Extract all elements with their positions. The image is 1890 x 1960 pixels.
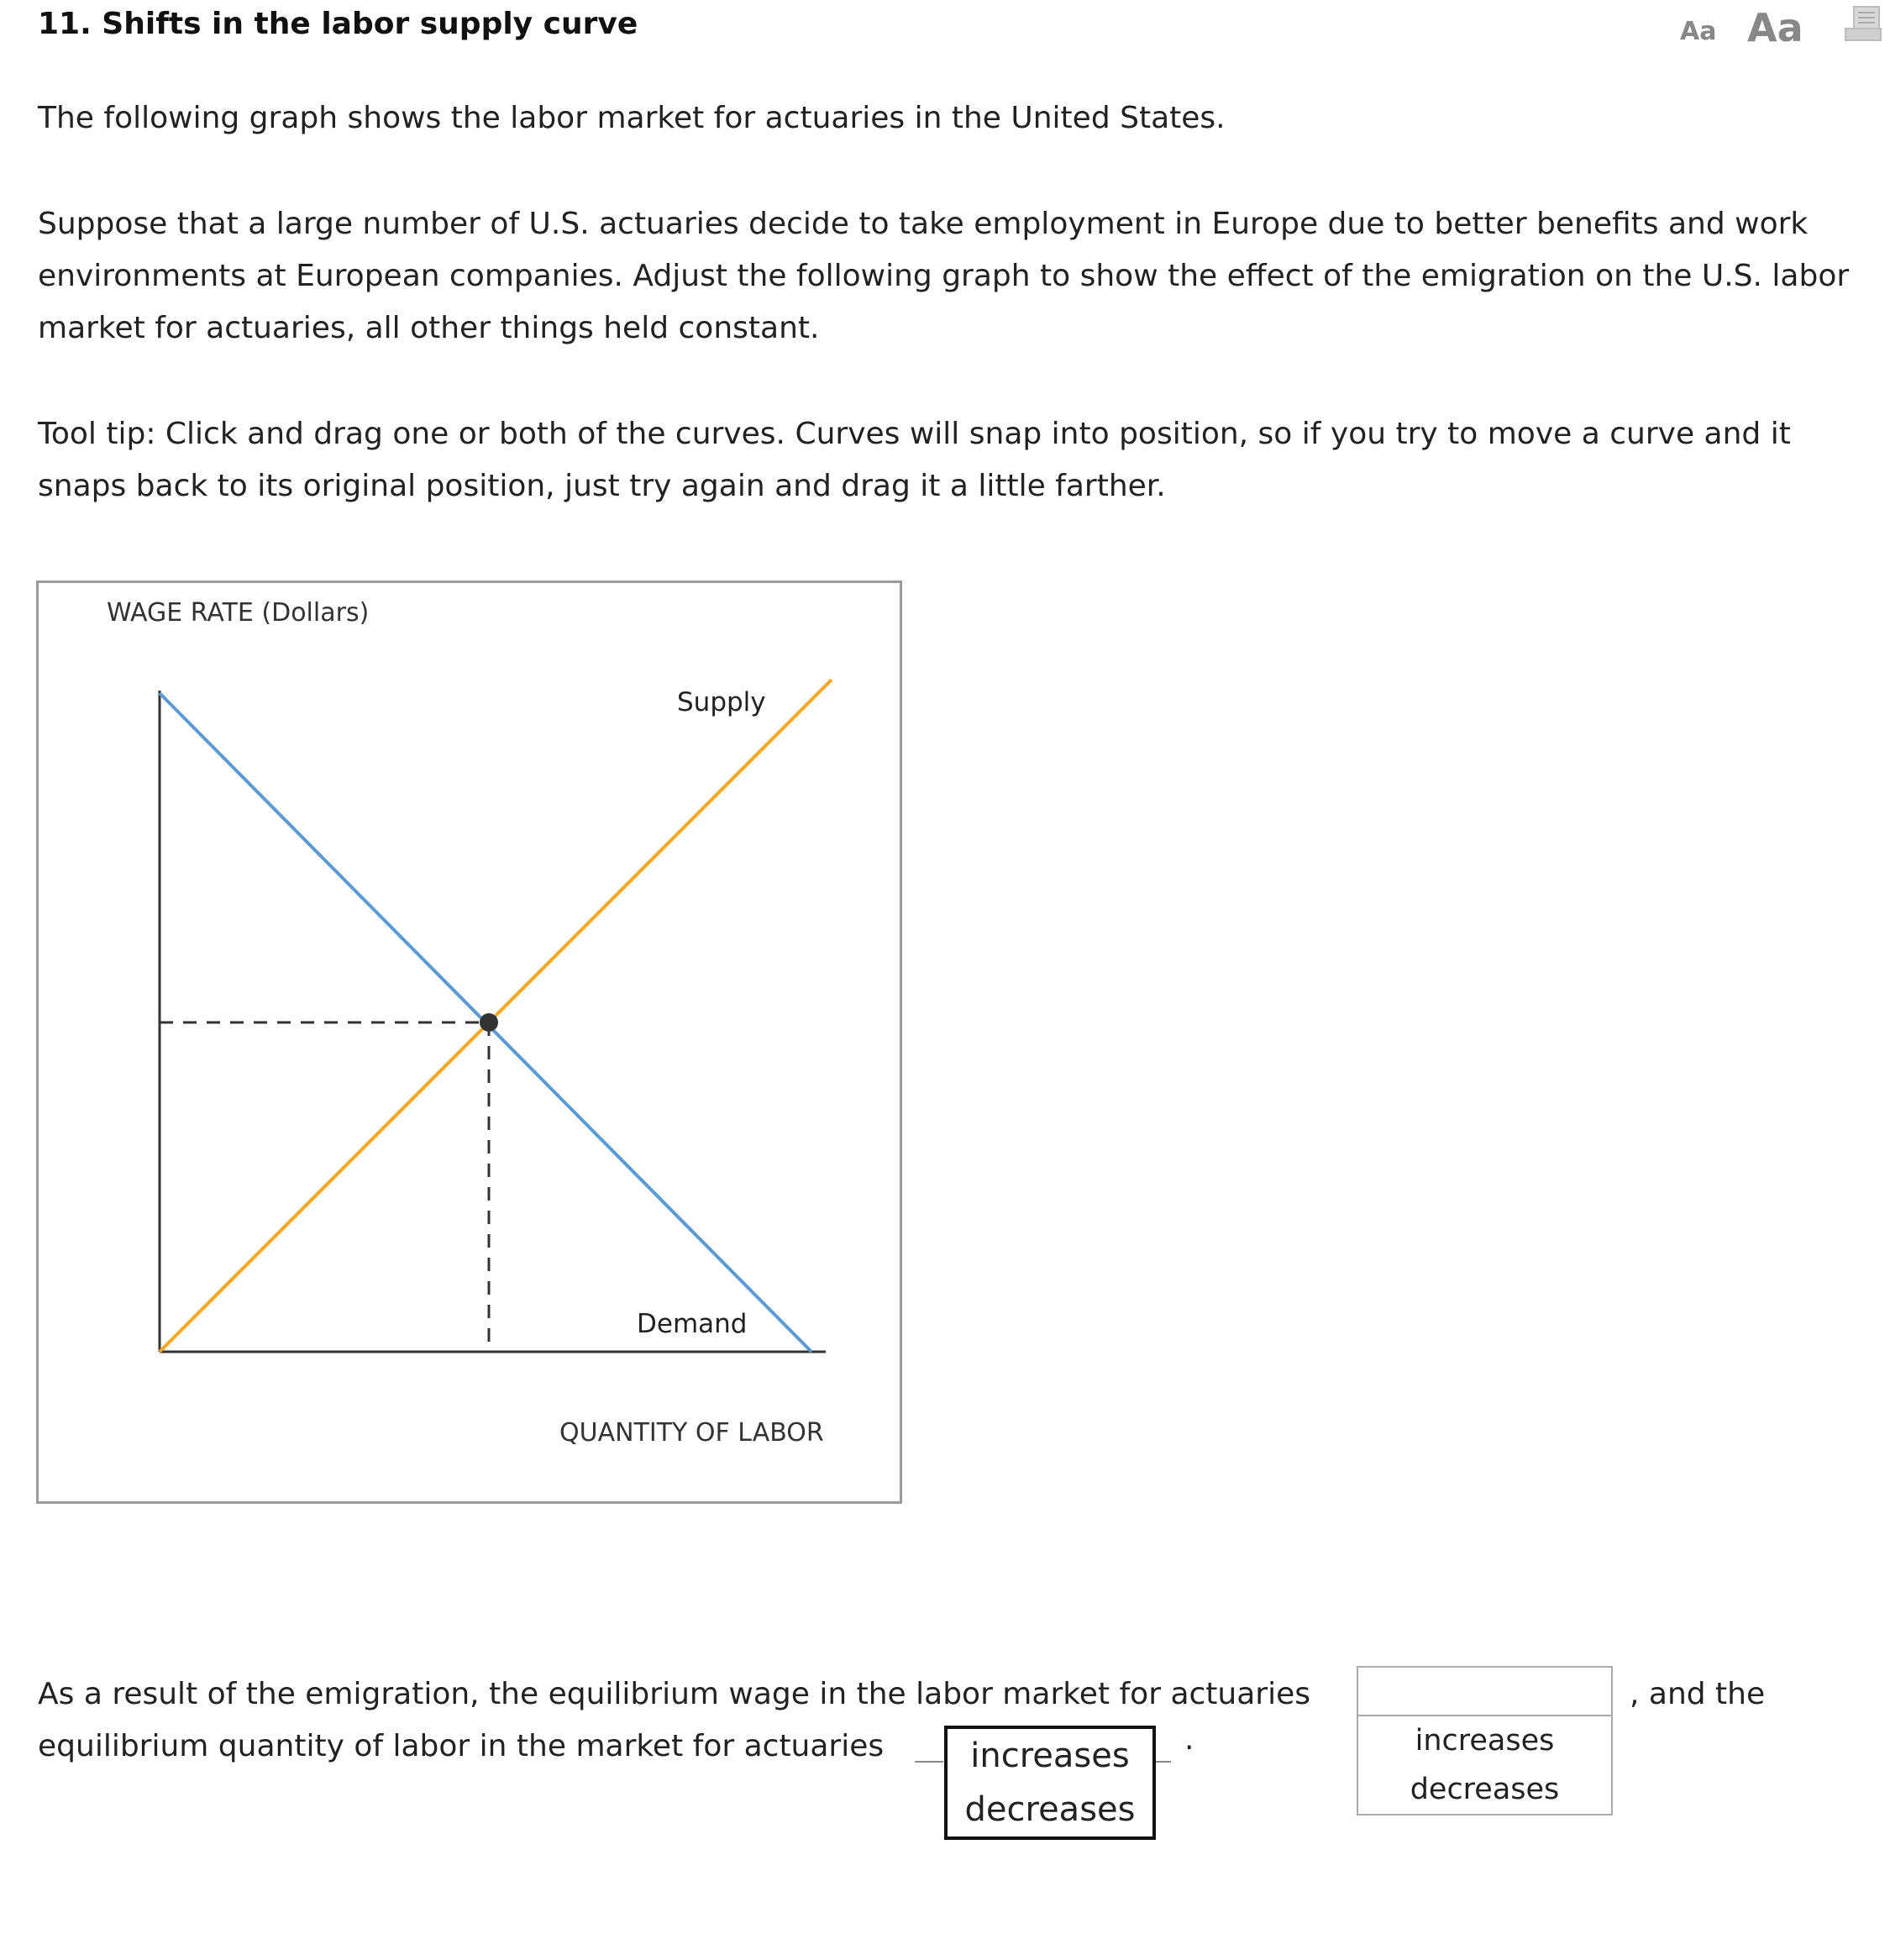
x-axis-label: QUANTITY OF LABOR: [559, 1418, 824, 1448]
answer-period: .: [1184, 1722, 1194, 1757]
supply-label: Supply: [677, 687, 766, 717]
supply-curve[interactable]: [160, 680, 832, 1352]
wage-dropdown[interactable]: [1357, 1666, 1613, 1815]
demand-label: Demand: [637, 1309, 748, 1339]
graph-panel: [36, 581, 902, 1504]
print-icon[interactable]: [1844, 5, 1882, 43]
quantity-option-decreases[interactable]: decreases: [964, 1790, 1136, 1829]
quantity-dropdown[interactable]: [944, 1726, 1156, 1840]
font-size-small-button[interactable]: Aa: [1680, 17, 1717, 46]
scenario-text: Suppose that a large number of U.S. actuaries decide to take employment in Europe due to better benefits and work environments at European companies. Adjust the following graph to show the effect of the emigration on the U.S. labor market for actuaries, all other things held constant.: [38, 207, 1850, 345]
answer-line-1: As a result of the emigration, the equilibrium wage in the labor market for actuaries: [38, 1677, 1311, 1711]
equilibrium-point: [480, 1013, 498, 1032]
quantity-blank-left: [915, 1761, 943, 1763]
tooltip-text: Tool tip: Click and drag one or both of the curves. Curves will snap into position, so if you try to move a curve and it snaps back to its original position, just try again and drag it a little farther.: [38, 417, 1791, 503]
wage-option-decreases[interactable]: decreases: [1410, 1773, 1560, 1806]
wage-dropdown-selected[interactable]: [1358, 1668, 1611, 1716]
answer-line-2: equilibrium quantity of labor in the market for actuaries: [38, 1729, 885, 1763]
font-size-large-button[interactable]: Aa: [1747, 5, 1803, 50]
question-title: 11. Shifts in the labor supply curve: [38, 7, 638, 41]
y-axis-label: WAGE RATE (Dollars): [107, 598, 370, 628]
labor-market-graph: [39, 583, 900, 1501]
answer-and-the: , and the: [1630, 1677, 1766, 1711]
wage-option-increases[interactable]: increases: [1415, 1724, 1555, 1758]
intro-text: The following graph shows the labor market for actuaries in the United States.: [38, 101, 1226, 135]
quantity-option-increases[interactable]: increases: [970, 1737, 1130, 1775]
